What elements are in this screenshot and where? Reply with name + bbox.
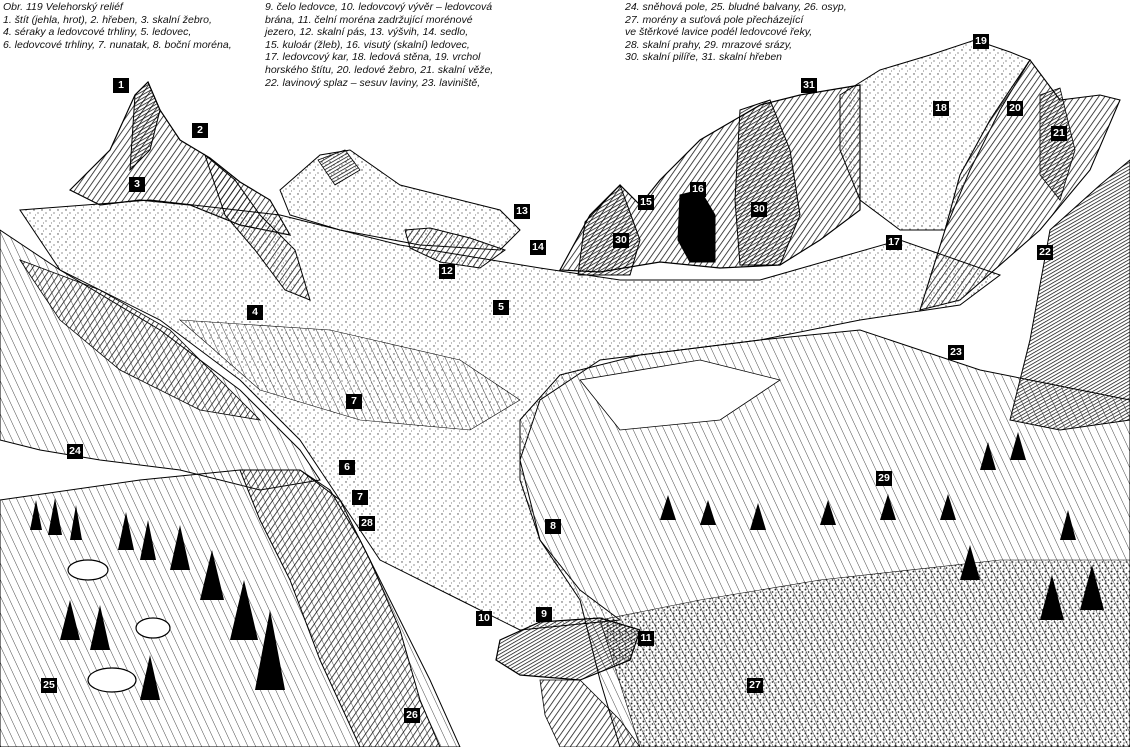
caption-line: 17. ledovcový kar, 18. ledová stěna, 19. vrchol: [265, 51, 481, 64]
caption-line: 28. skalní prahy, 29. mrazové srázy,: [625, 38, 793, 51]
marker-25: 25: [41, 678, 57, 693]
caption-line: 4. séraky a ledovcové trhliny, 5. ledovec,: [3, 26, 192, 39]
caption-line: 6. ledovcové trhliny, 7. nunatak, 8. boční moréna,: [3, 38, 232, 51]
marker-14: 14: [530, 240, 546, 255]
marker-19: 19: [973, 34, 989, 49]
caption-line: horského štítu, 20. ledové žebro, 21. skalní věže,: [265, 63, 494, 76]
marker-20: 20: [1007, 101, 1023, 116]
caption-line: 15. kuloár (žleb), 16. visutý (skalní) ledovec,: [265, 38, 470, 51]
caption-line: jezero, 12. skalní pás, 13. výšvih, 14. sedlo,: [265, 26, 469, 39]
marker-15: 15: [638, 195, 654, 210]
marker-6: 6: [339, 460, 355, 475]
marker-13: 13: [514, 204, 530, 219]
marker-10: 10: [476, 611, 492, 626]
caption-line: ve štěrkové lavice podél ledovcové řeky,: [625, 26, 813, 39]
caption-line: 30. skalní pilíře, 31. skalní hřeben: [625, 51, 783, 64]
caption-line: Obr. 119 Velehorský reliéf: [3, 1, 123, 13]
marker-4: 4: [247, 305, 263, 320]
marker-1: 1: [113, 78, 129, 93]
marker-30b: 30: [751, 202, 767, 217]
marker-8: 8: [545, 519, 561, 534]
caption-column-1: [3, 1, 232, 51]
marker-22: 22: [1037, 245, 1053, 260]
caption-line: 27. morény a suťová pole přecházející: [625, 13, 804, 26]
marker-2: 2: [192, 123, 208, 138]
right-foreground: [520, 330, 1130, 747]
marker-28: 28: [359, 516, 375, 531]
marker-7b: 7: [352, 490, 368, 505]
caption-line: 22. lavinový splaz – sesuv laviny, 23. laviniště,: [265, 76, 481, 89]
marker-3: 3: [129, 177, 145, 192]
marker-24: 24: [67, 444, 83, 459]
marker-17: 17: [886, 235, 902, 250]
marker-16: 16: [690, 182, 706, 197]
marker-26: 26: [404, 708, 420, 723]
marker-11: 11: [638, 631, 654, 646]
marker-18: 18: [933, 101, 949, 116]
caption-column-3: [625, 1, 847, 64]
caption-line: brána, 11. čelní moréna zadržující morénové: [265, 13, 473, 26]
marker-30a: 30: [613, 233, 629, 248]
marker-5: 5: [493, 300, 509, 315]
marker-12: 12: [439, 264, 455, 279]
caption-column-2: [265, 1, 493, 89]
marker-29: 29: [876, 471, 892, 486]
marker-7a: 7: [346, 394, 362, 409]
marker-31: 31: [801, 78, 817, 93]
marker-23: 23: [948, 345, 964, 360]
marker-21: 21: [1051, 126, 1067, 141]
caption-line: 1. štít (jehla, hrot), 2. hřeben, 3. skalní žebro,: [3, 13, 212, 26]
marker-27: 27: [747, 678, 763, 693]
caption-line: 24. sněhová pole, 25. bludné balvany, 26. osyp,: [625, 1, 847, 13]
marker-9: 9: [536, 607, 552, 622]
caption-line: 9. čelo ledovce, 10. ledovcový vývěr – ledovcová: [265, 1, 493, 13]
